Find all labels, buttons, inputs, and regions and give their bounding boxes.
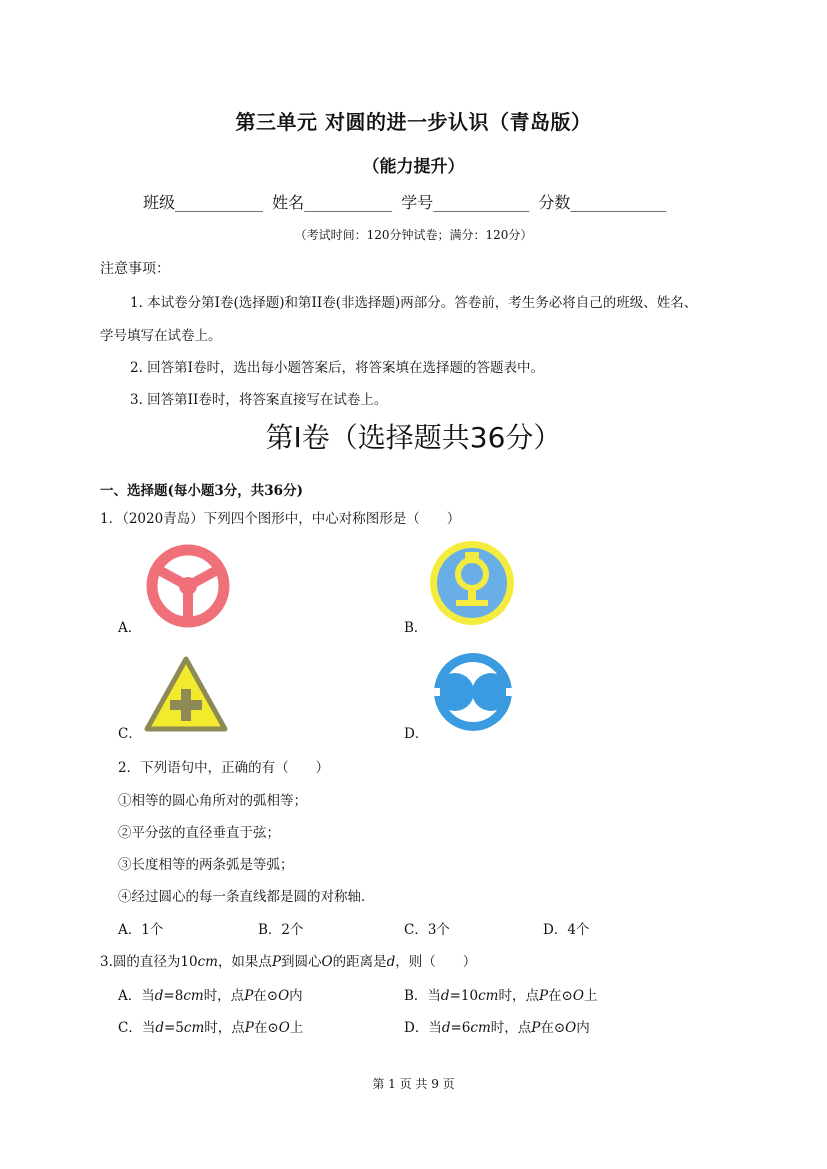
q2-choice-d: D．4个 (543, 922, 590, 938)
q3-choice-c (118, 1016, 303, 1036)
wheel-icon (145, 543, 231, 633)
page-subtitle: （能力提升） (362, 157, 465, 177)
name-field: 姓名___________ (272, 193, 393, 212)
choice-text: 上 (583, 988, 598, 1004)
section-heading: 一、选择题(每小题3分，共36分) (100, 483, 303, 499)
student-id-field: 学号____________ (401, 193, 530, 212)
railway-icon (429, 540, 515, 630)
page-title: 第三单元 对圆的进一步认识（青岛版） (235, 110, 592, 134)
var-d: d (441, 1020, 451, 1036)
q3-stem-text: 3.圆的直径为10 (100, 954, 198, 970)
choice-text: 时，点 (498, 988, 539, 1004)
var-d: d (154, 988, 164, 1004)
q3-var-o: O (321, 954, 333, 970)
unit: cm (183, 988, 204, 1004)
q3-choice-a (118, 984, 303, 1004)
two-circles-icon (430, 652, 516, 736)
score-field: 分数____________ (538, 193, 667, 212)
q1-option-a-label: A． (118, 620, 142, 636)
q2-choice-a: A．1个 (118, 922, 164, 938)
var-o: O (278, 988, 290, 1004)
q1-option-c-label: C． (118, 726, 142, 742)
choice-text: 在⊙ (253, 1020, 279, 1036)
q2-statement-3: ③长度相等的两条弧是等弧； (118, 857, 294, 873)
q3-unit: cm (197, 954, 218, 970)
choice-text: 时，点 (490, 1020, 532, 1036)
q2-statement-4: ④经过圆心的每一条直线都是圆的对称轴． (118, 889, 375, 905)
choice-text: 在⊙ (548, 988, 573, 1004)
exam-info: （考试时间：120分钟试卷；满分：120分） (294, 228, 533, 242)
page-number: 第 1 页 共 9 页 (372, 1077, 455, 1091)
choice-text: A．当 (118, 988, 155, 1004)
choice-text: 内 (576, 1020, 590, 1036)
choice-text: =10 (449, 988, 479, 1004)
q2-statement-1: ①相等的圆心角所对的弧相等； (118, 793, 307, 809)
var-p: P (244, 1020, 254, 1036)
question-3-stem (100, 950, 476, 970)
student-info-line (143, 190, 670, 213)
q3-choice-d (404, 1016, 590, 1036)
q2-choice-b: B．2个 (258, 922, 304, 938)
var-p: P (244, 988, 254, 1004)
choice-text: C．当 (118, 1020, 156, 1036)
q3-stem-text: 的距离是 (332, 954, 387, 970)
choice-text: D．当 (404, 1020, 442, 1036)
notice-item-1-line-2: 学号填写在试卷上。 (100, 328, 222, 344)
unit: cm (470, 1020, 491, 1036)
q3-stem-text: ，如果点 (217, 954, 272, 970)
var-p: P (538, 988, 549, 1004)
class-field: 班级___________ (143, 193, 264, 212)
choice-text: 内 (289, 988, 303, 1004)
plus-warning-icon (144, 656, 228, 736)
var-d: d (155, 1020, 164, 1036)
q3-stem-text: 到圆心 (281, 954, 322, 970)
choice-text: B．当 (404, 988, 441, 1004)
choice-text: 在⊙ (540, 1020, 566, 1036)
q3-choice-b (404, 984, 597, 1004)
notice-item-3: 3. 回答第II卷时，将答案直接写在试卷上。 (130, 392, 388, 408)
choice-text: =5 (164, 1020, 184, 1036)
question-1-stem: 1．（2020青岛）下列四个图形中，中心对称图形是（ ） (100, 511, 461, 527)
choice-text: 上 (289, 1020, 304, 1036)
question-2-stem: 2．下列语句中，正确的有（ ） (118, 760, 330, 776)
choice-text: 在⊙ (253, 988, 279, 1004)
choice-text: =8 (163, 988, 184, 1004)
q3-var-d: d (386, 954, 396, 970)
notice-item-1-line-1: 1. 本试卷分第I卷(选择题)和第II卷(非选择题)两部分。答卷前，考生务必将自己的班级、姓名、 (130, 295, 698, 311)
var-d: d (440, 988, 450, 1004)
choice-text: 时，点 (203, 988, 245, 1004)
q2-choice-c: C．3个 (404, 922, 450, 938)
q3-stem-text: ，则（ ） (395, 954, 477, 970)
notice-heading: 注意事项： (100, 261, 170, 277)
choice-text: 时，点 (204, 1020, 245, 1036)
q2-statement-2: ②平分弦的直径垂直于弦； (118, 825, 280, 841)
q1-option-b-label: B． (404, 620, 428, 636)
var-p: P (531, 1020, 541, 1036)
notice-item-2: 2. 回答第I卷时，选出每小题答案后，将答案填在选择题的答题表中。 (130, 360, 545, 376)
var-o: O (572, 988, 584, 1004)
unit: cm (478, 988, 499, 1004)
unit: cm (183, 1020, 205, 1036)
q1-option-d-label: D． (404, 726, 429, 742)
var-o: O (565, 1020, 577, 1036)
q3-var-p: P (271, 954, 282, 970)
volume-title: 第I卷（选择题共36分） (265, 421, 562, 454)
choice-text: =6 (450, 1020, 471, 1036)
var-o: O (278, 1020, 290, 1036)
